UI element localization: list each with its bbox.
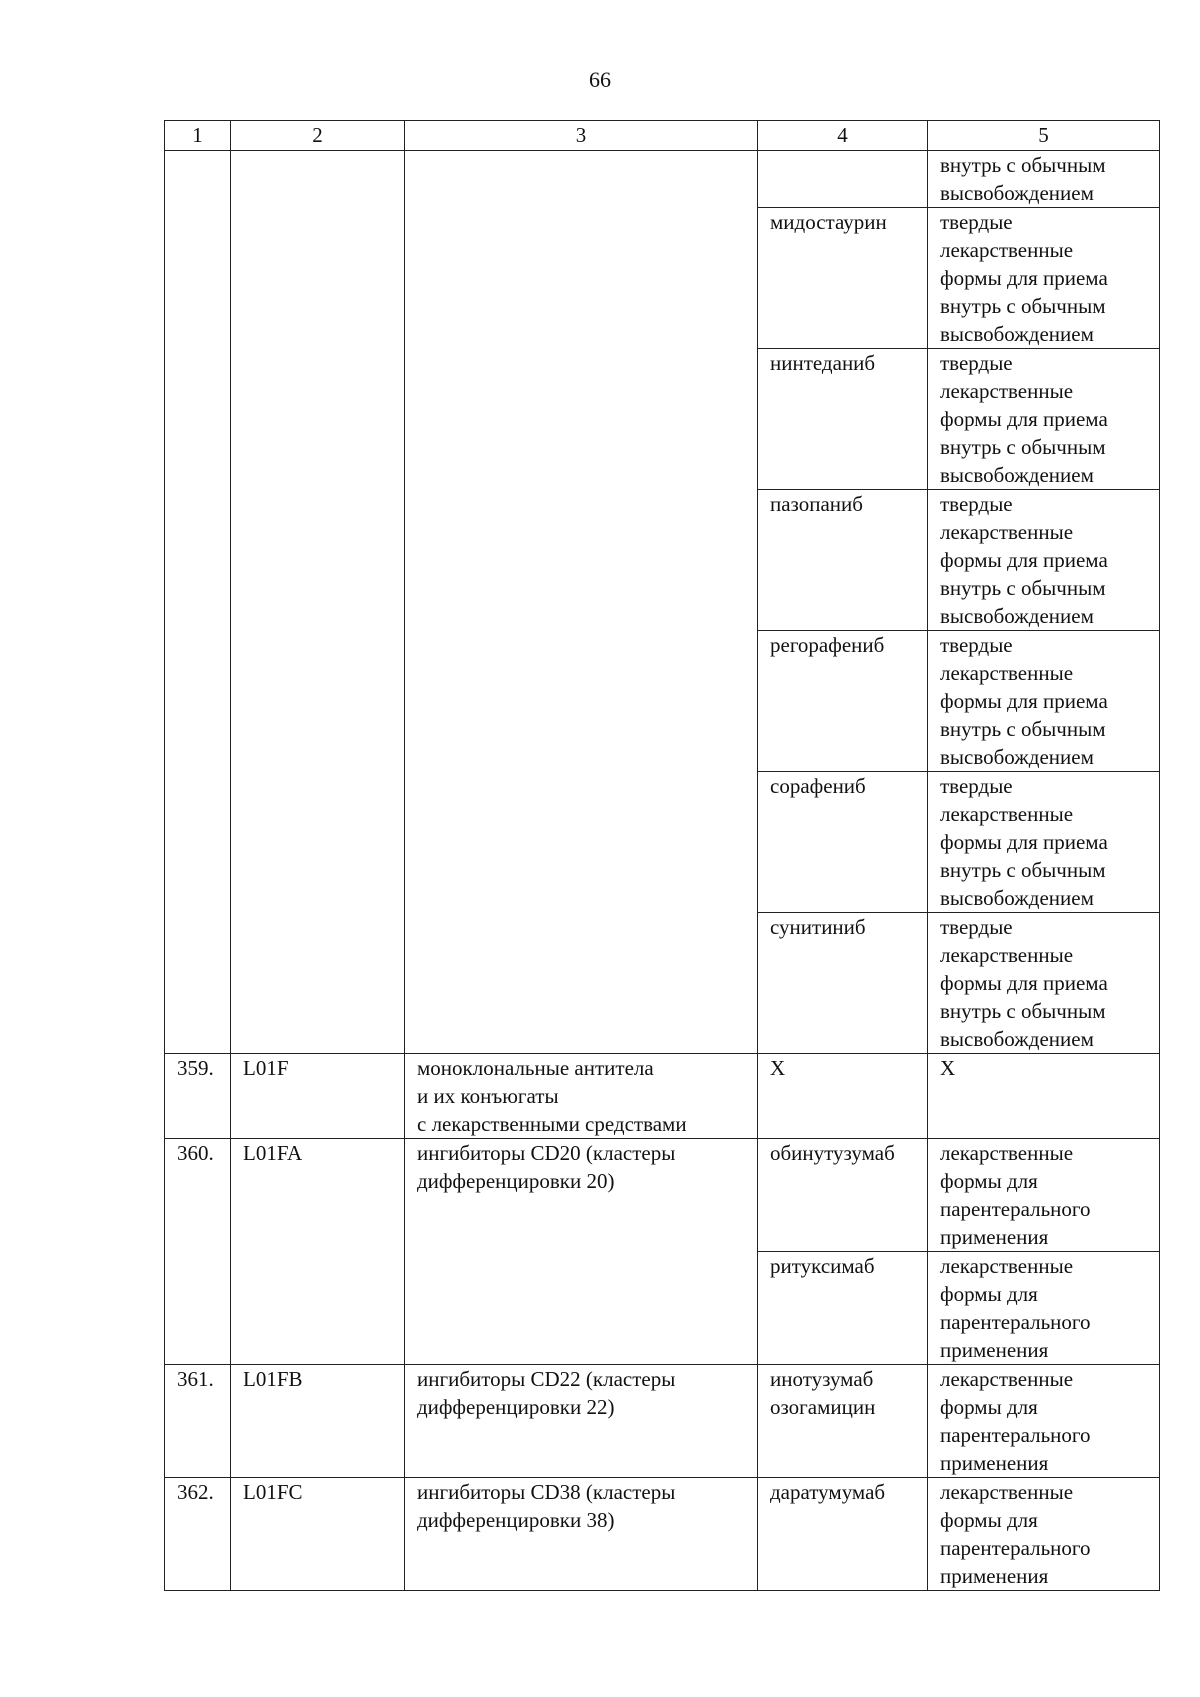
cell-form: твердые лекарственные формы для приема внутрь с обычным высвобождением	[928, 772, 1160, 913]
cell-group: ингибиторы CD38 (кластеры дифференцировки 38)	[405, 1478, 758, 1591]
table-row	[165, 1478, 1160, 1591]
cell-form: твердые лекарственные формы для приема внутрь с обычным высвобождением	[928, 208, 1160, 349]
column-header-5: 5	[928, 121, 1160, 151]
cell-code: L01F	[231, 1054, 405, 1139]
cell-code-continued	[231, 151, 405, 1054]
cell-num: 359.	[165, 1054, 231, 1139]
cell-form: твердые лекарственные формы для приема внутрь с обычным высвобождением	[928, 490, 1160, 631]
column-header-4: 4	[758, 121, 928, 151]
cell-group: моноклональные антитела и их конъюгаты с лекарственными средствами	[405, 1054, 758, 1139]
cell-form: твердые лекарственные формы для приема внутрь с обычным высвобождением	[928, 631, 1160, 772]
cell-drug	[758, 151, 928, 208]
cell-drug: нинтеданиб	[758, 349, 928, 490]
cell-code: L01FB	[231, 1365, 405, 1478]
table-row	[165, 151, 1160, 208]
table-row	[165, 1365, 1160, 1478]
column-header-3: 3	[405, 121, 758, 151]
cell-drug: регорафениб	[758, 631, 928, 772]
cell-form: твердые лекарственные формы для приема внутрь с обычным высвобождением	[928, 913, 1160, 1054]
cell-drug: сунитиниб	[758, 913, 928, 1054]
cell-drug: мидостаурин	[758, 208, 928, 349]
cell-form: внутрь с обычным высвобождением	[928, 151, 1160, 208]
cell-group: ингибиторы CD20 (кластеры дифференцировки 20)	[405, 1139, 758, 1365]
cell-form: Х	[928, 1054, 1160, 1139]
cell-code: L01FC	[231, 1478, 405, 1591]
column-header-1: 1	[165, 121, 231, 151]
cell-num: 360.	[165, 1139, 231, 1365]
cell-drug: инотузумаб озогамицин	[758, 1365, 928, 1478]
cell-drug: сорафениб	[758, 772, 928, 913]
cell-group: ингибиторы CD22 (кластеры дифференцировки 22)	[405, 1365, 758, 1478]
cell-drug: ритуксимаб	[758, 1252, 928, 1365]
cell-form: лекарственные формы для парентерального применения	[928, 1139, 1160, 1252]
cell-drug: Х	[758, 1054, 928, 1139]
table-row	[165, 1139, 1160, 1252]
cell-num: 361.	[165, 1365, 231, 1478]
column-header-2: 2	[231, 121, 405, 151]
cell-drug: пазопаниб	[758, 490, 928, 631]
page-number: 66	[589, 67, 611, 92]
table-row	[165, 1054, 1160, 1139]
cell-form: лекарственные формы для парентерального применения	[928, 1478, 1160, 1591]
drug-table	[164, 120, 1160, 1591]
table-header-row	[165, 121, 1160, 151]
cell-form: твердые лекарственные формы для приема внутрь с обычным высвобождением	[928, 349, 1160, 490]
cell-drug: даратумумаб	[758, 1478, 928, 1591]
cell-form: лекарственные формы для парентерального применения	[928, 1365, 1160, 1478]
cell-num: 362.	[165, 1478, 231, 1591]
cell-form: лекарственные формы для парентерального применения	[928, 1252, 1160, 1365]
cell-code: L01FA	[231, 1139, 405, 1365]
cell-drug: обинутузумаб	[758, 1139, 928, 1252]
cell-group-continued	[405, 151, 758, 1054]
cell-num-continued	[165, 151, 231, 1054]
